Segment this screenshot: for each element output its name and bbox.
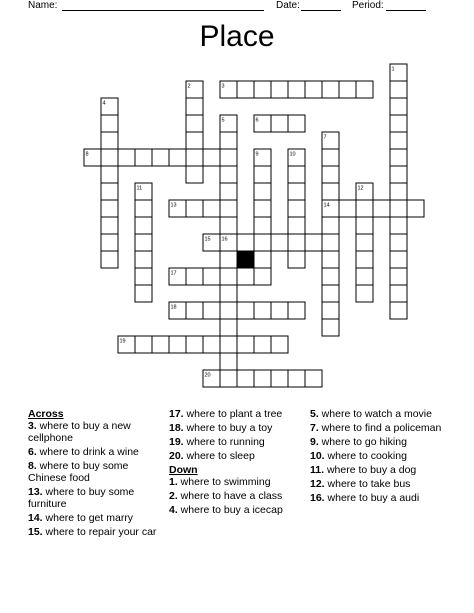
grid-cell[interactable]	[390, 115, 407, 132]
clue-item-number: 11.	[310, 464, 325, 476]
grid-cell[interactable]	[135, 200, 152, 217]
grid-cell[interactable]	[390, 285, 407, 302]
clue-item-text: where to take bus	[324, 478, 411, 490]
clue-item	[169, 490, 301, 502]
clue-item-number: 8.	[28, 460, 37, 472]
grid-cell[interactable]	[288, 166, 305, 183]
clue-list-across-b	[169, 408, 301, 462]
grid-cell[interactable]	[220, 166, 237, 183]
grid-cell[interactable]	[288, 217, 305, 234]
grid-cell[interactable]	[101, 200, 118, 217]
grid-cell[interactable]	[322, 234, 339, 251]
clue-item-text: where to buy a icecap	[177, 504, 283, 516]
clue-list-down-a	[169, 476, 301, 516]
clue-number: 13	[170, 202, 177, 209]
grid-cell[interactable]	[220, 217, 237, 234]
date-label: Date:	[276, 0, 300, 11]
grid-cell[interactable]	[390, 217, 407, 234]
clue-item	[169, 476, 301, 488]
grid-cell[interactable]	[203, 200, 220, 217]
grid-cell[interactable]	[220, 353, 237, 370]
clue-item	[169, 422, 301, 434]
clue-item	[310, 464, 450, 476]
grid-cell[interactable]	[271, 234, 288, 251]
grid-cell[interactable]	[322, 285, 339, 302]
grid-cell[interactable]	[186, 200, 203, 217]
clue-item-text: where to buy some furniture	[28, 486, 135, 510]
clue-item-text: where to buy a audi	[324, 492, 420, 504]
grid-cell[interactable]	[203, 268, 220, 285]
clue-item-text: where to buy some Chinese food	[28, 460, 129, 484]
clue-number: 4	[102, 100, 106, 107]
clue-item-number: 6.	[28, 446, 37, 458]
clue-item-text: where to drink a wine	[36, 446, 139, 458]
clue-item	[28, 486, 160, 510]
clue-number: 1	[391, 66, 395, 73]
clue-number: 20	[204, 372, 211, 379]
clue-number: 5	[221, 117, 225, 124]
grid-cell[interactable]	[390, 251, 407, 268]
grid-cell[interactable]	[322, 81, 339, 98]
clue-item-number: 4.	[169, 504, 178, 516]
grid-cell[interactable]	[356, 251, 373, 268]
grid-cell[interactable]	[254, 268, 271, 285]
grid-cell[interactable]	[135, 268, 152, 285]
clue-number: 14	[323, 202, 330, 209]
clue-item	[310, 408, 450, 420]
grid-cell[interactable]	[237, 234, 254, 251]
clue-list-across-a	[28, 420, 160, 538]
grid-cell[interactable]	[220, 132, 237, 149]
grid-cell[interactable]	[186, 166, 203, 183]
clue-number: 8	[85, 151, 89, 158]
grid-cell[interactable]	[271, 370, 288, 387]
grid-cell[interactable]	[135, 251, 152, 268]
clue-number: 6	[255, 117, 259, 124]
clue-item	[28, 512, 160, 524]
clue-item-number: 13.	[28, 486, 43, 498]
grid-cell[interactable]	[186, 132, 203, 149]
grid-cell[interactable]	[288, 302, 305, 319]
grid-cell[interactable]	[220, 200, 237, 217]
grid-cell[interactable]	[305, 370, 322, 387]
grid-cell[interactable]	[101, 149, 118, 166]
grid-cell[interactable]	[254, 234, 271, 251]
grid-cell[interactable]	[271, 81, 288, 98]
clue-item-number: 18.	[169, 422, 184, 434]
clue-item	[310, 450, 450, 462]
grid-cell[interactable]	[220, 319, 237, 336]
grid-cell[interactable]	[101, 217, 118, 234]
grid-cell[interactable]	[186, 115, 203, 132]
grid-cell[interactable]	[220, 285, 237, 302]
grid-cell[interactable]	[186, 98, 203, 115]
grid-cell[interactable]	[186, 336, 203, 353]
grid-cell[interactable]	[237, 336, 254, 353]
clue-number: 17	[170, 270, 177, 277]
grid-cell[interactable]	[390, 234, 407, 251]
clues-column-1	[28, 408, 160, 540]
grid-cell[interactable]	[271, 336, 288, 353]
grid-cell[interactable]	[203, 302, 220, 319]
clue-item	[28, 460, 160, 484]
clue-item-number: 14.	[28, 512, 43, 524]
grid-cell[interactable]	[152, 336, 169, 353]
grid-cell[interactable]	[254, 217, 271, 234]
grid-cell[interactable]	[237, 268, 254, 285]
grid-cell[interactable]	[118, 149, 135, 166]
clue-number: 3	[221, 83, 225, 90]
grid-cell[interactable]	[322, 183, 339, 200]
grid-cell[interactable]	[305, 234, 322, 251]
clue-number: 16	[221, 236, 228, 243]
clue-item	[169, 450, 301, 462]
grid-cell[interactable]	[220, 149, 237, 166]
clue-item-number: 15.	[28, 526, 43, 538]
grid-cell[interactable]	[271, 115, 288, 132]
clue-number: 15	[204, 236, 211, 243]
grid-cell[interactable]	[356, 217, 373, 234]
grid-cell[interactable]	[135, 285, 152, 302]
clue-item	[310, 422, 450, 434]
clue-item-text: where to watch a movie	[318, 408, 432, 420]
grid-cell[interactable]	[101, 166, 118, 183]
grid-cell[interactable]	[356, 200, 373, 217]
clue-item-number: 1.	[169, 476, 178, 488]
grid-cell[interactable]	[254, 166, 271, 183]
clue-number: 2	[187, 83, 191, 90]
clue-item-number: 19.	[169, 436, 184, 448]
clue-item-number: 5.	[310, 408, 319, 420]
clue-item-text: where to cooking	[324, 450, 407, 462]
grid-cell[interactable]	[203, 336, 220, 353]
clue-item	[310, 478, 450, 490]
clue-number: 18	[170, 304, 177, 311]
grid-cell[interactable]	[356, 268, 373, 285]
grid-cell[interactable]	[220, 251, 237, 268]
grid-cell[interactable]	[101, 115, 118, 132]
grid-cell[interactable]	[203, 149, 220, 166]
period-label: Period:	[352, 0, 384, 11]
black-cell	[237, 251, 254, 268]
grid-cell[interactable]	[220, 336, 237, 353]
grid-cell[interactable]	[390, 302, 407, 319]
clues-column-2	[169, 408, 301, 518]
clue-item-text: where to plant a tree	[183, 408, 283, 420]
grid-cell[interactable]	[288, 183, 305, 200]
clue-item-number: 2.	[169, 490, 178, 502]
grid-cell[interactable]	[288, 234, 305, 251]
grid-cell[interactable]	[186, 268, 203, 285]
grid-cell[interactable]	[288, 81, 305, 98]
grid-cell[interactable]	[220, 268, 237, 285]
clue-item	[169, 504, 301, 516]
clue-item-number: 10.	[310, 450, 325, 462]
clue-item-text: where to running	[183, 436, 265, 448]
grid-cell[interactable]	[322, 166, 339, 183]
grid-cell[interactable]	[339, 200, 356, 217]
down-heading: Down	[169, 464, 198, 476]
grid-cell[interactable]	[288, 370, 305, 387]
clue-number: 12	[357, 185, 364, 192]
clue-item	[28, 446, 160, 458]
clue-item-number: 3.	[28, 420, 37, 432]
grid-cell[interactable]	[254, 81, 271, 98]
grid-cell[interactable]	[390, 183, 407, 200]
grid-cell[interactable]	[101, 251, 118, 268]
grid-cell[interactable]	[101, 132, 118, 149]
clue-number: 11	[136, 185, 143, 192]
grid-cell[interactable]	[390, 166, 407, 183]
grid-cell[interactable]	[339, 81, 356, 98]
clue-item	[28, 420, 160, 444]
grid-cell[interactable]	[135, 234, 152, 251]
clue-item	[169, 408, 301, 420]
across-heading: Across	[28, 408, 64, 420]
clue-item-text: where to sleep	[183, 450, 255, 462]
clue-item-number: 16.	[310, 492, 325, 504]
grid-cell[interactable]	[135, 149, 152, 166]
clue-item-text: where to swimming	[177, 476, 271, 488]
grid-cell[interactable]	[373, 200, 390, 217]
grid-cell[interactable]	[390, 132, 407, 149]
clue-item	[310, 436, 450, 448]
clue-item-text: where to get marry	[42, 512, 134, 524]
grid-cell[interactable]	[169, 336, 186, 353]
clue-item-number: 9.	[310, 436, 319, 448]
grid-cell[interactable]	[356, 234, 373, 251]
grid-cell[interactable]	[254, 336, 271, 353]
grid-cell[interactable]	[322, 251, 339, 268]
grid-cell[interactable]	[152, 149, 169, 166]
grid-cell[interactable]	[254, 200, 271, 217]
grid-cell[interactable]	[186, 302, 203, 319]
grid-cell[interactable]	[322, 302, 339, 319]
page-title: Place	[199, 20, 275, 53]
grid-cell[interactable]	[407, 200, 424, 217]
clues-column-3	[310, 408, 450, 506]
grid-cell[interactable]	[254, 183, 271, 200]
grid-cell[interactable]	[288, 251, 305, 268]
grid-cell[interactable]	[135, 217, 152, 234]
grid-cell[interactable]	[254, 302, 271, 319]
grid-cell[interactable]	[254, 370, 271, 387]
clue-item-text: where to buy a toy	[183, 422, 273, 434]
clue-number: 10	[289, 151, 296, 158]
grid-cell[interactable]	[322, 319, 339, 336]
grid-cell[interactable]	[305, 81, 322, 98]
grid-cell[interactable]	[390, 98, 407, 115]
clue-list-down-b	[310, 408, 450, 504]
grid-cell[interactable]	[220, 370, 237, 387]
clue-item-text: where to go hiking	[318, 436, 407, 448]
clue-item	[28, 526, 160, 538]
grid-cell[interactable]	[237, 370, 254, 387]
grid-cell[interactable]	[390, 149, 407, 166]
clue-item	[310, 492, 450, 504]
clue-item-text: where to buy a new cellphone	[28, 420, 131, 444]
grid-cell[interactable]	[322, 268, 339, 285]
grid-cell[interactable]	[322, 149, 339, 166]
grid-cell[interactable]	[237, 81, 254, 98]
grid-cell[interactable]	[237, 302, 254, 319]
grid-cell[interactable]	[288, 200, 305, 217]
grid-cell[interactable]	[356, 285, 373, 302]
grid-cell[interactable]	[271, 302, 288, 319]
grid-cell[interactable]	[322, 217, 339, 234]
grid-cell[interactable]	[135, 336, 152, 353]
grid-cell[interactable]	[288, 115, 305, 132]
clue-item-text: where to find a policeman	[318, 422, 442, 434]
grid-cell[interactable]	[356, 81, 373, 98]
clue-item	[169, 436, 301, 448]
clue-item-text: where to repair your car	[42, 526, 157, 538]
clue-number: 7	[323, 134, 327, 141]
clue-item-number: 7.	[310, 422, 319, 434]
clue-item-number: 12.	[310, 478, 325, 490]
grid-cell[interactable]	[390, 81, 407, 98]
grid-cell[interactable]	[390, 268, 407, 285]
grid-cell[interactable]	[390, 200, 407, 217]
clue-number: 19	[119, 338, 126, 345]
grid-cell[interactable]	[186, 149, 203, 166]
clue-item-text: where to have a class	[177, 490, 283, 502]
clue-item-number: 20.	[169, 450, 184, 462]
clue-item-text: where to buy a dog	[324, 464, 417, 476]
grid-cell[interactable]	[169, 149, 186, 166]
clue-number: 9	[255, 151, 259, 158]
name-label: Name:	[28, 0, 58, 11]
grid-cell[interactable]	[254, 251, 271, 268]
grid-cell[interactable]	[220, 302, 237, 319]
clue-item-number: 17.	[169, 408, 184, 420]
grid-cell[interactable]	[220, 183, 237, 200]
grid-cell[interactable]	[101, 234, 118, 251]
grid-cell[interactable]	[101, 183, 118, 200]
